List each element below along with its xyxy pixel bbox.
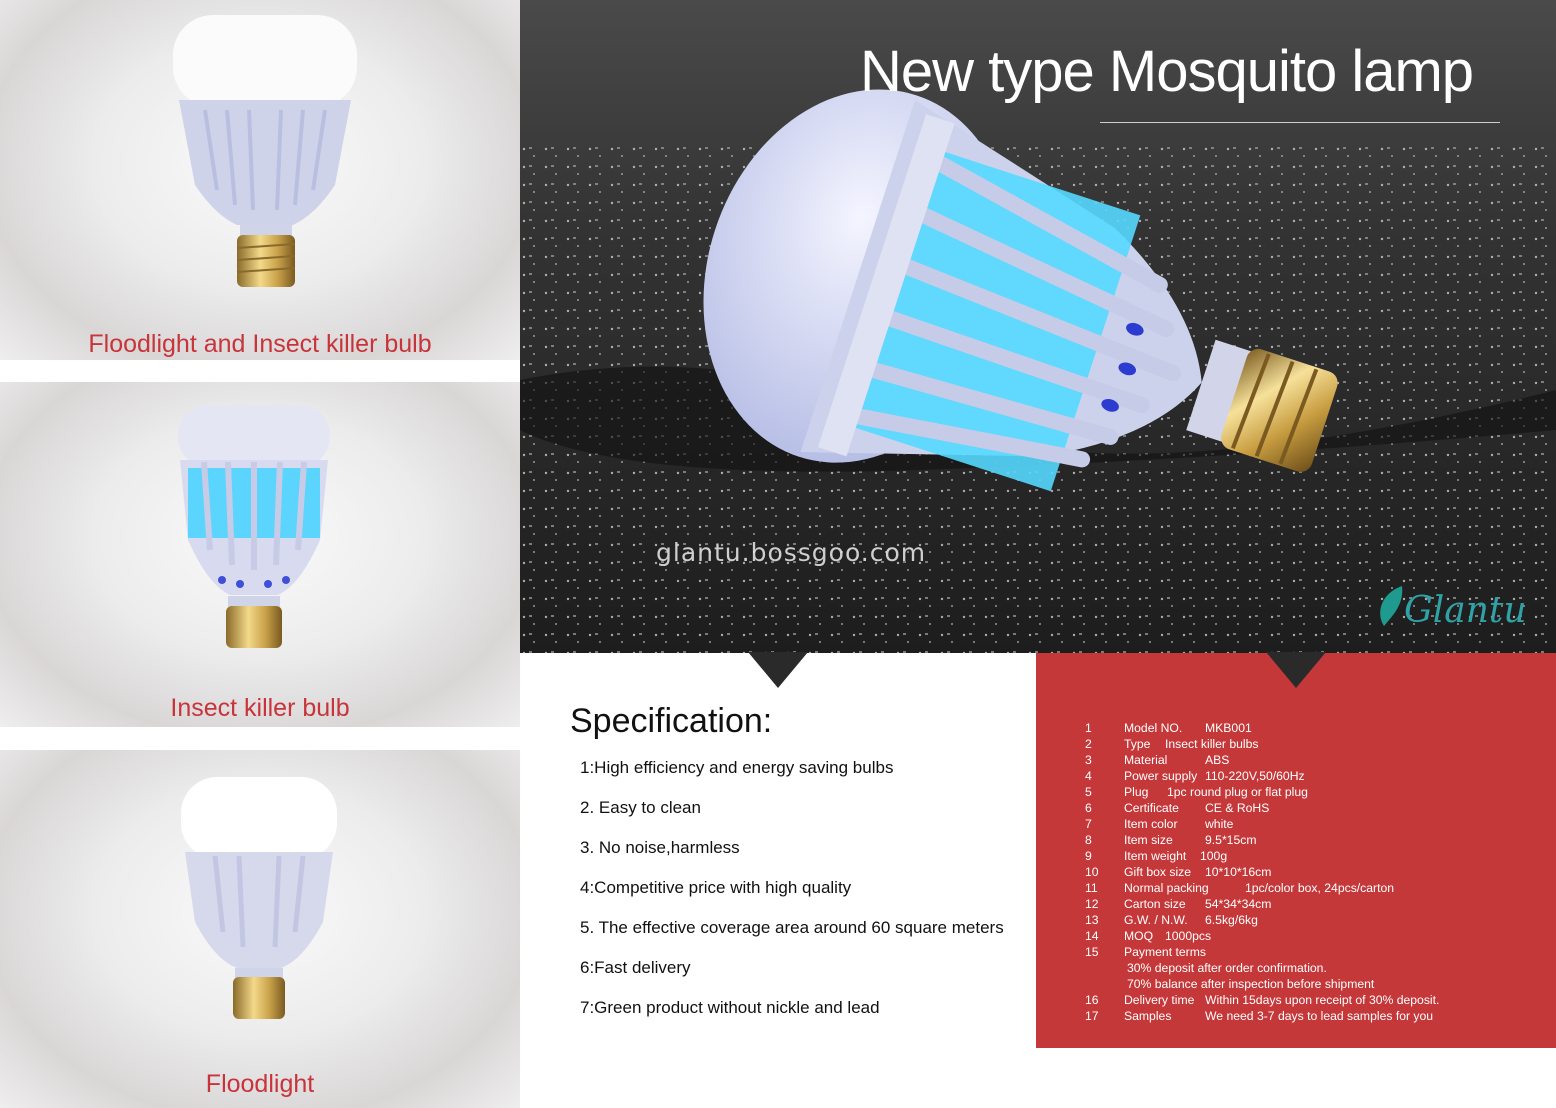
panel-caption: Insect killer bulb bbox=[170, 694, 350, 722]
spec-item: 4:Competitive price with high quality bbox=[580, 878, 852, 897]
row-number: 12 bbox=[1085, 897, 1099, 911]
row-key: Samples bbox=[1124, 1009, 1172, 1023]
row-value: We need 3-7 days to lead samples for you bbox=[1205, 1009, 1434, 1023]
row-key: G.W. / N.W. bbox=[1124, 913, 1188, 927]
pointer-triangle-right bbox=[1266, 652, 1326, 690]
product-panel-floodlight-insect bbox=[0, 0, 520, 360]
watermark-text: glantu.bossgoo.com bbox=[656, 538, 927, 567]
row-key: MOQ bbox=[1124, 929, 1154, 943]
row-value: 100g bbox=[1200, 849, 1228, 863]
row-number: 10 bbox=[1085, 865, 1099, 879]
row-number: 4 bbox=[1085, 769, 1092, 783]
bulb-image bbox=[165, 10, 365, 295]
row-value: 30% deposit after order confirmation. bbox=[1127, 961, 1327, 975]
row-number: 6 bbox=[1085, 801, 1092, 815]
row-number: 3 bbox=[1085, 753, 1092, 767]
row-value: white bbox=[1205, 817, 1234, 831]
row-key: Delivery time bbox=[1124, 993, 1195, 1007]
pointer-triangle-left bbox=[748, 652, 808, 690]
row-value: Within 15days upon receipt of 30% deposit. bbox=[1205, 993, 1440, 1007]
panel-caption: Floodlight and Insect killer bulb bbox=[88, 330, 432, 358]
row-value: MKB001 bbox=[1205, 721, 1252, 735]
panel-caption: Floodlight bbox=[205, 1070, 315, 1098]
bulb-image bbox=[175, 772, 355, 1022]
row-key: Model NO. bbox=[1124, 721, 1183, 735]
row-value: 70% balance after inspection before shipment bbox=[1127, 977, 1375, 991]
row-key: Plug bbox=[1124, 785, 1149, 799]
row-number: 13 bbox=[1085, 913, 1099, 927]
row-number: 7 bbox=[1085, 817, 1092, 831]
brand-logo: Glantu bbox=[1404, 590, 1527, 631]
row-key: Type bbox=[1124, 737, 1151, 751]
spec-item: 1:High efficiency and energy saving bulbs bbox=[580, 758, 894, 777]
row-key: Power supply bbox=[1124, 769, 1198, 783]
row-key: Material bbox=[1124, 753, 1168, 767]
bulb-image bbox=[170, 400, 360, 650]
row-number: 1 bbox=[1085, 721, 1092, 735]
row-key: Item color bbox=[1124, 817, 1178, 831]
row-key: Gift box size bbox=[1124, 865, 1192, 879]
row-value: ABS bbox=[1205, 753, 1230, 767]
title-divider bbox=[1100, 122, 1500, 123]
row-value: 6.5kg/6kg bbox=[1205, 913, 1258, 927]
row-key: Payment terms bbox=[1124, 945, 1206, 959]
row-number: 16 bbox=[1085, 993, 1099, 1007]
row-value: Insect killer bulbs bbox=[1165, 737, 1259, 751]
row-number: 9 bbox=[1085, 849, 1092, 863]
row-value: 10*10*16cm bbox=[1205, 865, 1272, 879]
row-value: 110-220V,50/60Hz bbox=[1205, 769, 1305, 783]
row-value: 54*34*34cm bbox=[1205, 897, 1272, 911]
spec-item: 7:Green product without nickle and lead bbox=[580, 998, 880, 1017]
spec-item: 2. Easy to clean bbox=[580, 798, 701, 817]
row-number: 14 bbox=[1085, 929, 1099, 943]
row-value: 1000pcs bbox=[1165, 929, 1212, 943]
product-panel-floodlight bbox=[0, 750, 520, 1108]
row-value: 9.5*15cm bbox=[1205, 833, 1257, 847]
row-number: 17 bbox=[1085, 1009, 1099, 1023]
row-key: Item weight bbox=[1124, 849, 1187, 863]
row-value: CE & RoHS bbox=[1205, 801, 1270, 815]
row-number: 8 bbox=[1085, 833, 1092, 847]
row-value: 1pc/color box, 24pcs/carton bbox=[1245, 881, 1395, 895]
product-panel-insect bbox=[0, 382, 520, 727]
spec-title: Specification: bbox=[570, 702, 773, 740]
page-title: New type Mosquito lamp bbox=[860, 39, 1474, 104]
row-number: 15 bbox=[1085, 945, 1099, 959]
spec-item: 5. The effective coverage area around 60 square meters bbox=[580, 918, 1004, 937]
row-key: Certificate bbox=[1124, 801, 1179, 815]
row-value: 1pc round plug or flat plug bbox=[1167, 785, 1308, 799]
row-number: 11 bbox=[1085, 881, 1098, 895]
leaf-icon bbox=[1374, 584, 1408, 628]
row-key: Item size bbox=[1124, 833, 1173, 847]
row-number: 2 bbox=[1085, 737, 1092, 751]
row-number: 5 bbox=[1085, 785, 1092, 799]
row-key: Carton size bbox=[1124, 897, 1186, 911]
spec-item: 6:Fast delivery bbox=[580, 958, 691, 977]
row-key: Normal packing bbox=[1124, 881, 1209, 895]
spec-item: 3. No noise,harmless bbox=[580, 838, 740, 857]
